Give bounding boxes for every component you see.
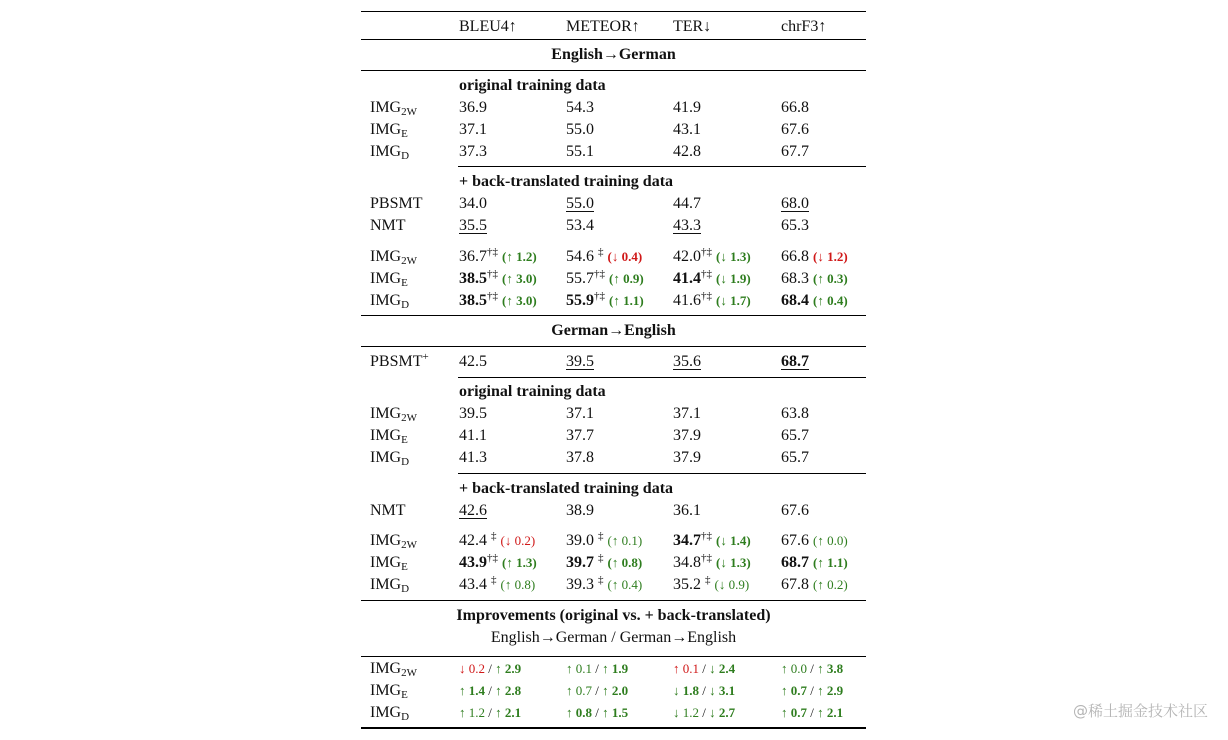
chrf-cell: 66.8 (↓ 1.2) [781, 248, 848, 265]
table-row [361, 193, 866, 215]
bleu-cell: 34.0 [459, 195, 487, 212]
meteor-improvement: ↑ 0.1 / ↑ 1.9 [566, 661, 629, 676]
section-rule [361, 656, 866, 657]
ter-cell: 35.2 ‡ (↓ 0.9) [673, 574, 750, 593]
chrf-improvement: ↑ 0.7 / ↑ 2.9 [781, 683, 844, 698]
model-name: $IMG_E$ [370, 121, 408, 140]
bleu-cell: 41.1 [459, 427, 487, 444]
ter-cell: 37.9 [673, 449, 701, 466]
bleu-cell: 41.3 [459, 449, 487, 466]
ter-improvement: ↑ 0.1 / ↓ 2.4 [673, 661, 736, 676]
meteor-cell: 55.1 [566, 143, 594, 160]
table-row [361, 119, 866, 141]
ter-cell: 34.7†‡ (↓ 1.4) [673, 530, 751, 549]
model-name: PBSMT+ [370, 351, 429, 370]
meteor-cell: 55.9†‡ (↑ 1.1) [566, 290, 644, 309]
table-row [361, 552, 866, 574]
subsection-original [361, 75, 866, 97]
subsection-original-label: original training data [459, 383, 606, 400]
meteor-cell: 53.4 [566, 217, 594, 234]
meteor-cell: 39.3 ‡ (↑ 0.4) [566, 574, 643, 593]
model-name: $IMG_E$ [370, 554, 408, 573]
ter-cell: 43.3 [673, 217, 701, 234]
improvements-subtitle: English→German / German→English [490, 629, 737, 646]
bleu-improvement: ↑ 1.4 / ↑ 2.8 [459, 683, 522, 698]
subsection-rule [458, 377, 866, 378]
model-name: $IMG_{2W}$ [370, 532, 417, 551]
ter-improvement: ↓ 1.2 / ↓ 2.7 [673, 705, 736, 720]
ter-cell: 34.8†‡ (↓ 1.3) [673, 552, 751, 571]
model-name: $IMG_{2W}$ [370, 660, 417, 679]
model-name: NMT [370, 502, 406, 519]
chrf-cell: 67.6 [781, 121, 809, 138]
table-row [361, 290, 866, 312]
improvements-title-row [361, 605, 866, 627]
bleu-improvement: ↓ 0.2 / ↑ 2.9 [459, 661, 522, 676]
ter-cell: 41.9 [673, 99, 701, 116]
model-name: PBSMT [370, 195, 423, 212]
model-name: NMT [370, 217, 406, 234]
table-row [361, 141, 866, 163]
ter-cell: 44.7 [673, 195, 701, 212]
subsection-backtrans-label: + back-translated training data [459, 480, 674, 497]
bleu-cell: 42.5 [459, 353, 487, 370]
bleu-cell: 36.9 [459, 99, 487, 116]
header-ter: TER↓ [673, 18, 712, 35]
table-row [361, 500, 866, 522]
header-meteor: METEOR↑ [566, 18, 640, 35]
chrf-cell: 65.3 [781, 217, 809, 234]
meteor-cell: 55.0 [566, 195, 594, 212]
meteor-cell: 55.7†‡ (↑ 0.9) [566, 268, 644, 287]
bleu-cell: 38.5†‡ (↑ 3.0) [459, 268, 537, 287]
ter-cell: 43.1 [673, 121, 701, 138]
table-row [361, 351, 866, 373]
meteor-cell: 38.9 [566, 502, 594, 519]
header-rule [361, 39, 866, 40]
table-row [361, 530, 866, 552]
section-rule [361, 346, 866, 347]
model-name: $IMG_E$ [370, 682, 408, 701]
meteor-improvement: ↑ 0.8 / ↑ 1.5 [566, 705, 629, 720]
meteor-cell: 55.0 [566, 121, 594, 138]
meteor-cell: 54.3 [566, 99, 594, 116]
meteor-cell: 37.8 [566, 449, 594, 466]
header-row [361, 16, 866, 38]
model-name: $IMG_D$ [370, 576, 410, 595]
meteor-improvement: ↑ 0.7 / ↑ 2.0 [566, 683, 629, 698]
top-rule [361, 11, 866, 12]
bleu-cell: 37.1 [459, 121, 487, 138]
chrf-cell: 68.3 (↑ 0.3) [781, 270, 848, 287]
table-row [361, 268, 866, 290]
table-row [361, 215, 866, 237]
ter-improvement: ↓ 1.8 / ↓ 3.1 [673, 683, 736, 698]
bleu-cell: 38.5†‡ (↑ 3.0) [459, 290, 537, 309]
bottom-rule [361, 727, 866, 729]
section-rule [361, 315, 866, 316]
ter-cell: 35.6 [673, 353, 701, 370]
ter-cell: 42.8 [673, 143, 701, 160]
chrf-cell: 68.7 (↑ 1.1) [781, 554, 848, 571]
table-row [361, 97, 866, 119]
meteor-cell: 54.6 ‡ (↓ 0.4) [566, 246, 643, 265]
subsection-original [361, 381, 866, 403]
model-name: $IMG_D$ [370, 704, 410, 723]
meteor-cell: 39.7 ‡ (↑ 0.8) [566, 552, 643, 571]
bleu-cell: 42.6 [459, 502, 487, 519]
subsection-rule [458, 473, 866, 474]
ter-cell: 37.9 [673, 427, 701, 444]
model-name: $IMG_E$ [370, 270, 408, 289]
chrf-cell: 63.8 [781, 405, 809, 422]
ter-cell: 41.6†‡ (↓ 1.7) [673, 290, 751, 309]
chrf-improvement: ↑ 0.0 / ↑ 3.8 [781, 661, 844, 676]
chrf-improvement: ↑ 0.7 / ↑ 2.1 [781, 705, 844, 720]
bleu-cell: 35.5 [459, 217, 487, 234]
meteor-cell: 37.1 [566, 405, 594, 422]
chrf-cell: 67.7 [781, 143, 809, 160]
chrf-cell: 68.4 (↑ 0.4) [781, 292, 848, 309]
section-en-de-title: English→German [551, 46, 676, 63]
subsection-backtrans [361, 478, 866, 500]
section-rule [361, 70, 866, 71]
header-bleu: BLEU4↑ [459, 18, 517, 35]
table-row [361, 246, 866, 268]
table-row [361, 574, 866, 596]
model-name: $IMG_D$ [370, 143, 410, 162]
chrf-cell: 67.6 (↑ 0.0) [781, 532, 848, 549]
chrf-cell: 67.6 [781, 502, 809, 519]
section-en-de [361, 44, 866, 66]
model-name: $IMG_{2W}$ [370, 405, 417, 424]
subsection-original-label: original training data [459, 77, 606, 94]
table-row [361, 658, 866, 680]
model-name: $IMG_D$ [370, 449, 410, 468]
bleu-cell: 42.4 ‡ (↓ 0.2) [459, 530, 536, 549]
section-rule [361, 600, 866, 601]
table-row [361, 425, 866, 447]
meteor-cell: 39.0 ‡ (↑ 0.1) [566, 530, 643, 549]
bleu-cell: 36.7†‡ (↑ 1.2) [459, 246, 537, 265]
chrf-cell: 67.8 (↑ 0.2) [781, 576, 848, 593]
model-name: $IMG_D$ [370, 292, 410, 311]
ter-cell: 42.0†‡ (↓ 1.3) [673, 246, 751, 265]
model-name: $IMG_E$ [370, 427, 408, 446]
ter-cell: 36.1 [673, 502, 701, 519]
chrf-cell: 68.7 [781, 353, 809, 370]
subsection-backtrans [361, 171, 866, 193]
bleu-cell: 37.3 [459, 143, 487, 160]
section-de-en [361, 320, 866, 342]
bleu-improvement: ↑ 1.2 / ↑ 2.1 [459, 705, 522, 720]
improvements-subtitle-row [361, 627, 866, 649]
ter-cell: 41.4†‡ (↓ 1.9) [673, 268, 751, 287]
chrf-cell: 66.8 [781, 99, 809, 116]
header-chrf: chrF3↑ [781, 18, 827, 35]
bleu-cell: 39.5 [459, 405, 487, 422]
table-row [361, 702, 866, 724]
bleu-cell: 43.4 ‡ (↑ 0.8) [459, 574, 536, 593]
model-name: $IMG_{2W}$ [370, 248, 417, 267]
meteor-cell: 37.7 [566, 427, 594, 444]
bleu-cell: 43.9†‡ (↑ 1.3) [459, 552, 537, 571]
improvements-title: Improvements (original vs. + back-translated) [456, 607, 771, 624]
subsection-backtrans-label: + back-translated training data [459, 173, 674, 190]
table-row [361, 447, 866, 469]
model-name: $IMG_{2W}$ [370, 99, 417, 118]
chrf-cell: 65.7 [781, 427, 809, 444]
chrf-cell: 68.0 [781, 195, 809, 212]
meteor-cell: 39.5 [566, 353, 594, 370]
table-row [361, 680, 866, 702]
section-de-en-title: German→English [551, 322, 676, 339]
table-row [361, 403, 866, 425]
watermark: @稀土掘金技术社区 [1072, 702, 1208, 720]
subsection-rule [458, 166, 866, 167]
ter-cell: 37.1 [673, 405, 701, 422]
chrf-cell: 65.7 [781, 449, 809, 466]
